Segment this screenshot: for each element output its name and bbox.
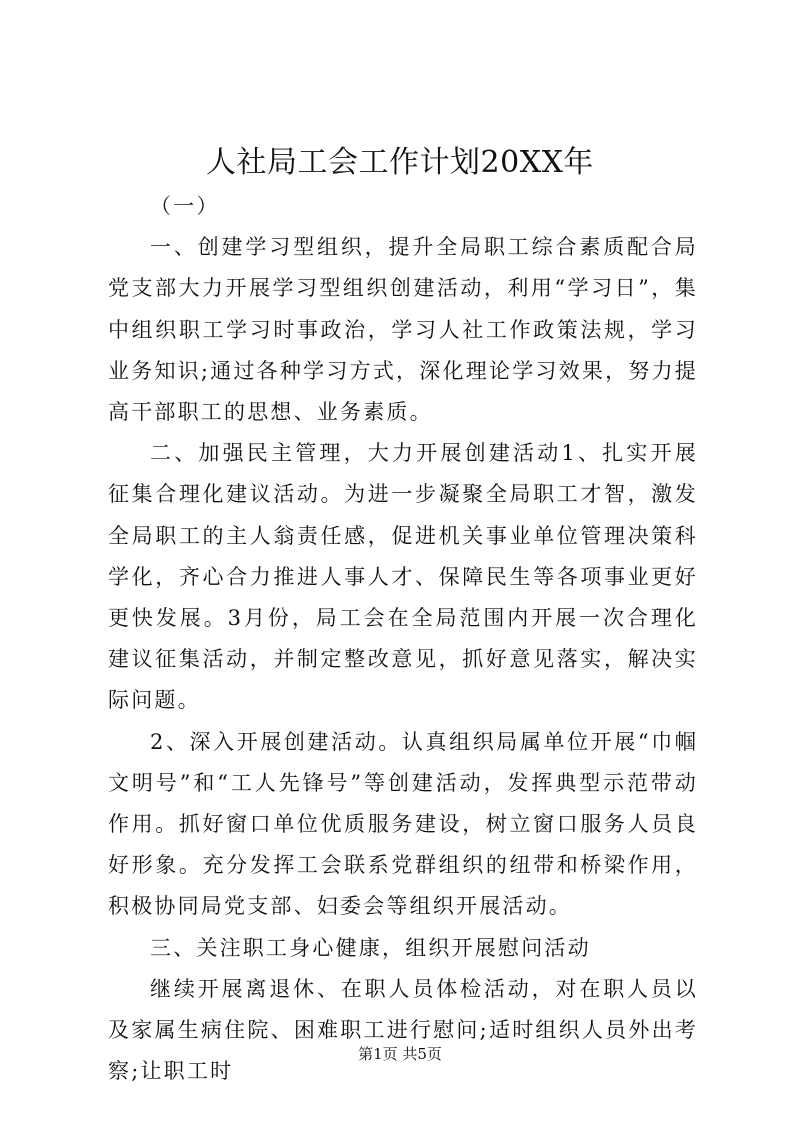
document-body <box>108 186 698 1092</box>
paragraph-4: 三、关注职工身心健康，组织开展慰问活动 <box>150 935 591 960</box>
document-title: 人社局工会工作计划20XX年 <box>206 145 594 180</box>
paragraph-5: 继续开展离退休、在职人员体检活动，对在职人员以及家属生病住院、困难职工进行慰问;适时组织人员外出考察;让职工时 <box>108 976 698 1084</box>
page-number: 第1页 共5页 <box>358 1045 442 1063</box>
paragraph-3: 2、深入开展创建活动。认真组织局属单位开展“巾帼文明号”和“工人先锋号”等创建活动，发挥典型示范带动作用。抓好窗口单位优质服务建设，树立窗口服务人员良好形象。充分发挥工会联系党群组织的纽带和桥梁作用，积极协同局党支部、妇委会等组织开展活动。 <box>108 729 698 919</box>
paragraph-2: 二、加强民主管理，大力开展创建活动1、扎实开展征集合理化建议活动。为进一步凝聚全局职工才智，激发全局职工的主人翁责任感，促进机关事业单位管理决策科学化，齐心合力推进人事人才、保障民生等各项事业更好更快发展。3月份，局工会在全局范围内开展一次合理化建议征集活动，并制定整改意见，抓好意见落实，解决实际问题。 <box>108 441 698 713</box>
paragraph-1: 一、创建学习型组织，提升全局职工综合素质配合局党支部大力开展学习型组织创建活动，利用“学习日”，集中组织职工学习时事政治，学习人社工作政策法规，学习业务知识;通过各种学习方式，深化理论学习效果，努力提高干部职工的思想、业务素质。 <box>108 235 698 425</box>
section-marker: （一） <box>150 194 220 218</box>
